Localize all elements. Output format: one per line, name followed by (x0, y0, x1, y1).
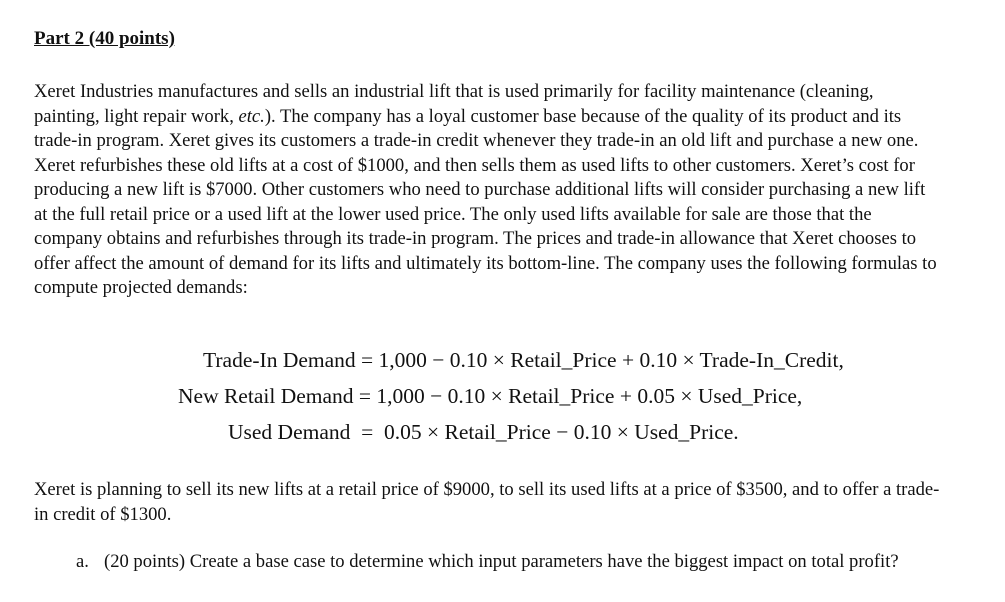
question-marker: a. (76, 551, 89, 572)
intro-italic-text: etc. (238, 105, 265, 127)
formula-lhs: Trade-In Demand (203, 348, 356, 372)
section-heading: Part 2 (40 points) (34, 28, 175, 49)
formula-rhs: 0.05 × Retail_Price − 0.10 × Used_Price. (384, 420, 739, 444)
question-item (76, 550, 936, 574)
formula-new-retail-demand: New Retail Demand = 1,000 − 0.10 × Retail_Price + 0.05 × Used_Price, (178, 384, 803, 408)
formula-lhs: Used Demand (228, 420, 351, 444)
intro-text-start: Xeret Industries manufactures and sells an industrial lift that is used primarily for facility maintenance (cleaning, painting, light repair work, (34, 81, 874, 127)
plan-paragraph: Xeret is planning to sell its new lifts at a retail price of $9000, to sell its used lifts at a price of $3500, and to offer a trade-in credit of $1300. (34, 479, 940, 525)
intro-paragraph (34, 80, 942, 301)
question-text: (20 points) Create a base case to determine which input parameters have the biggest impact on total profit? (104, 551, 899, 572)
formula-lhs: New Retail Demand (178, 384, 354, 408)
intro-text-end: ). The company has a loyal customer base because of the quality of its product and its trade-in program. Xeret gives its customers a trade-in credit whenever they trade-in an old lift and purchase a new one. Xeret refurbishes these old lifts at a cost of $1000, and then sells them as used lifts to other customers. Xeret’s cost for producing a new lift is $7000. Other customers who need to purchase additional lifts will consider purchasing a new lift at the full retail price or a used lift at the lower used price. The only used lifts available for sale are those that the company obtains and refurbishes through its trade-in program. The prices and trade-in allowance that Xeret chooses to offer affect the amount of demand for its lifts and ultimately its bottom-line. The company uses the following formulas to compute projected demands: (34, 105, 937, 298)
formula-rhs: 1,000 − 0.10 × Retail_Price + 0.05 × Used_Price, (376, 384, 803, 408)
formula-used-demand: Used Demand = 0.05 × Retail_Price − 0.10 × Used_Price. (228, 420, 739, 444)
formula-rhs: 1,000 − 0.10 × Retail_Price + 0.10 × Trade-In_Credit, (378, 348, 844, 372)
formula-trade-in-demand: Trade-In Demand = 1,000 − 0.10 × Retail_Price + 0.10 × Trade-In_Credit, (203, 348, 844, 372)
